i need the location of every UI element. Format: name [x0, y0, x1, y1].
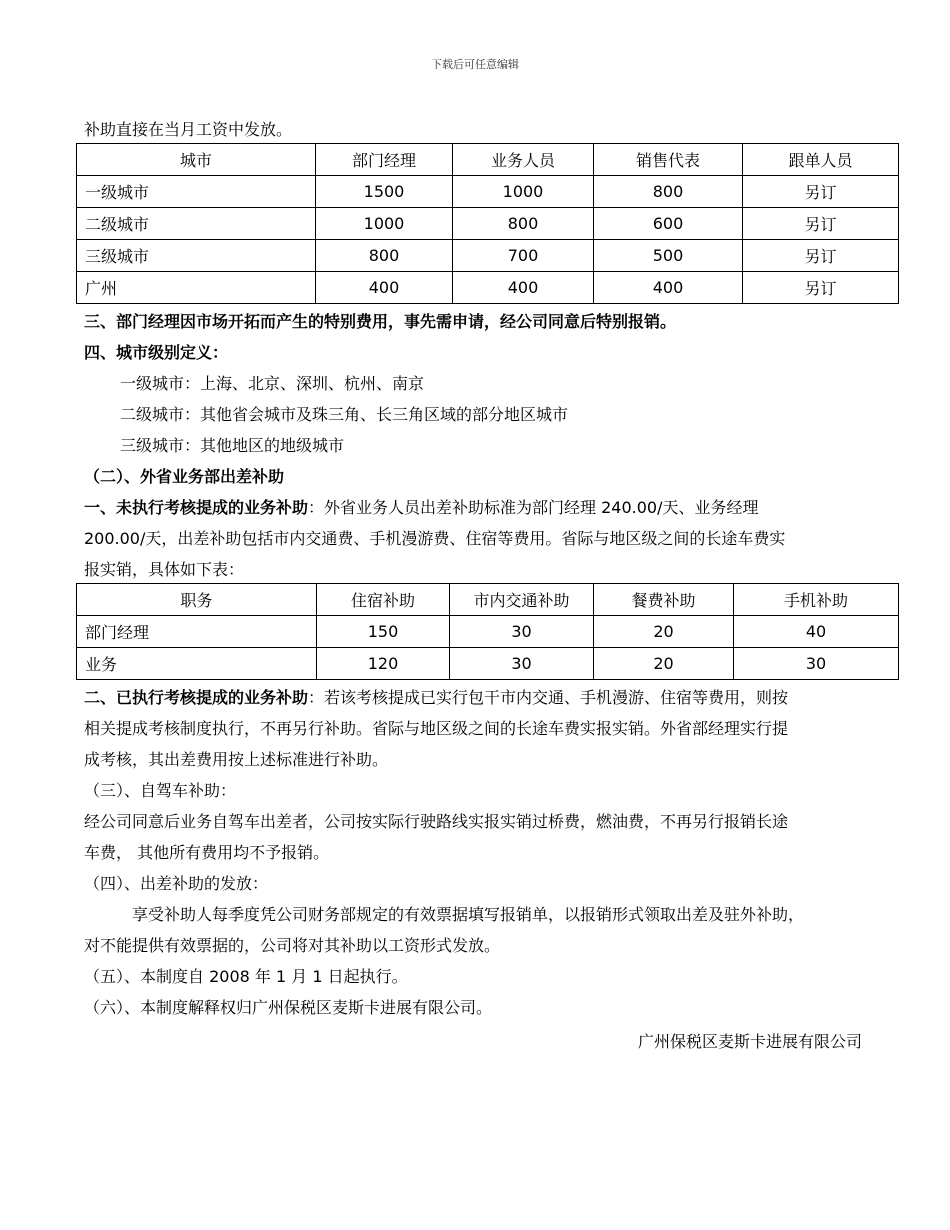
table-row: [77, 240, 899, 272]
table-cell: 30: [450, 648, 594, 680]
table-cell: 1000: [453, 176, 594, 208]
part-2-s2-line1: [84, 688, 788, 708]
table-cell: 20: [594, 616, 734, 648]
table-row: [77, 272, 899, 304]
column-header: 城市: [77, 144, 316, 176]
city-allowance-table: [76, 143, 899, 304]
table-cell: 另订: [743, 272, 899, 304]
column-header: 市内交通补助: [450, 584, 594, 616]
table-cell: 600: [594, 208, 743, 240]
part-2-s1-line3: 报实销，具体如下表：: [84, 560, 245, 579]
part-4-line2: 对不能提供有效票据的，公司将对其补助以工资形式发放。: [84, 936, 501, 955]
column-header: 餐费补助: [594, 584, 734, 616]
table-row: [77, 176, 899, 208]
table-cell: 400: [453, 272, 594, 304]
table-cell: 20: [594, 648, 734, 680]
part-6: （六）、本制度解释权归广州保税区麦斯卡进展有限公司。: [84, 998, 493, 1017]
table-cell: 40: [734, 616, 899, 648]
part-2-s1-line2: 200.00/天，出差补助包括市内交通费、手机漫游费、住宿等费用。省际与地区级之间的长途车费实: [84, 529, 786, 548]
part-3-title: （三）、自驾车补助：: [84, 781, 237, 800]
column-header: 部门经理: [316, 144, 453, 176]
part-2-s1-line1: [84, 498, 758, 518]
column-header: 职务: [77, 584, 317, 616]
part-2-title: （二）、外省业务部出差补助: [84, 467, 285, 486]
section-3: 三、部门经理因市场开拓而产生的特别费用，事先需申请，经公司同意后特别报销。: [84, 312, 677, 331]
column-header: 手机补助: [734, 584, 899, 616]
city-level-item: 一级城市：上海、北京、深圳、杭州、南京: [120, 374, 425, 393]
table-cell: 一级城市: [77, 176, 316, 208]
page-header: 下载后可任意编辑: [431, 58, 519, 71]
table-cell: 800: [594, 176, 743, 208]
table-cell: 30: [734, 648, 899, 680]
table-header-row: [77, 144, 899, 176]
table-cell: 400: [594, 272, 743, 304]
part-3-line1: 经公司同意后业务自驾车出差者，公司按实际行驶路线实报实销过桥费，燃油费，不再另行报销长途: [84, 812, 789, 831]
table-cell: 业务: [77, 648, 317, 680]
table-cell: 800: [453, 208, 594, 240]
part-2-s2-line2: 相关提成考核制度执行，不再另行补助。省际与地区级之间的长途车费实报实销。外省部经理实行提: [84, 719, 789, 738]
table-row: [77, 208, 899, 240]
table-cell: 150: [317, 616, 450, 648]
table-row: [77, 616, 899, 648]
table-cell: 三级城市: [77, 240, 316, 272]
table-cell: 二级城市: [77, 208, 316, 240]
part-5: （五）、本制度自 2008 年 1 月 1 日起执行。: [84, 967, 408, 986]
part-2-s1-text: ：外省业务人员出差补助标准为部门经理 240.00/天、业务经理: [308, 498, 759, 517]
out-province-allowance-table: [76, 583, 899, 680]
table-cell: 另订: [743, 176, 899, 208]
table-row: [77, 648, 899, 680]
table-cell: 700: [453, 240, 594, 272]
table-cell: 120: [317, 648, 450, 680]
section-4-title: 四、城市级别定义：: [84, 343, 229, 362]
part-2-s2-text: ：若该考核提成已实行包干市内交通、手机漫游、住宿等费用，则按: [308, 688, 789, 707]
city-level-item: 三级城市：其他地区的地级城市: [120, 436, 345, 455]
table-cell: 800: [316, 240, 453, 272]
table-cell: 500: [594, 240, 743, 272]
table-cell: 广州: [77, 272, 316, 304]
table-header-row: [77, 584, 899, 616]
company-signature: 广州保税区麦斯卡进展有限公司: [637, 1032, 862, 1051]
part-2-s1-lead: 一、未执行考核提成的业务补助: [84, 498, 309, 517]
column-header: 业务人员: [453, 144, 594, 176]
part-2-s2-line3: 成考核，其出差费用按上述标准进行补助。: [84, 750, 389, 769]
table-cell: 1500: [316, 176, 453, 208]
column-header: 销售代表: [594, 144, 743, 176]
part-4-line1: 享受补助人每季度凭公司财务部规定的有效票据填写报销单，以报销形式领取出差及驻外补助，: [132, 905, 805, 924]
table-cell: 部门经理: [77, 616, 317, 648]
column-header: 住宿补助: [317, 584, 450, 616]
intro-line: 补助直接在当月工资中发放。: [84, 120, 293, 139]
table-cell: 另订: [743, 208, 899, 240]
part-4-title: （四）、出差补助的发放：: [84, 874, 269, 893]
part-3-line2: 车费， 其他所有费用均不予报销。: [84, 843, 330, 862]
city-level-item: 二级城市：其他省会城市及珠三角、长三角区域的部分地区城市: [120, 405, 569, 424]
column-header: 跟单人员: [743, 144, 899, 176]
part-2-s2-lead: 二、已执行考核提成的业务补助: [84, 688, 309, 707]
table-cell: 1000: [316, 208, 453, 240]
table-cell: 30: [450, 616, 594, 648]
table-cell: 400: [316, 272, 453, 304]
table-cell: 另订: [743, 240, 899, 272]
